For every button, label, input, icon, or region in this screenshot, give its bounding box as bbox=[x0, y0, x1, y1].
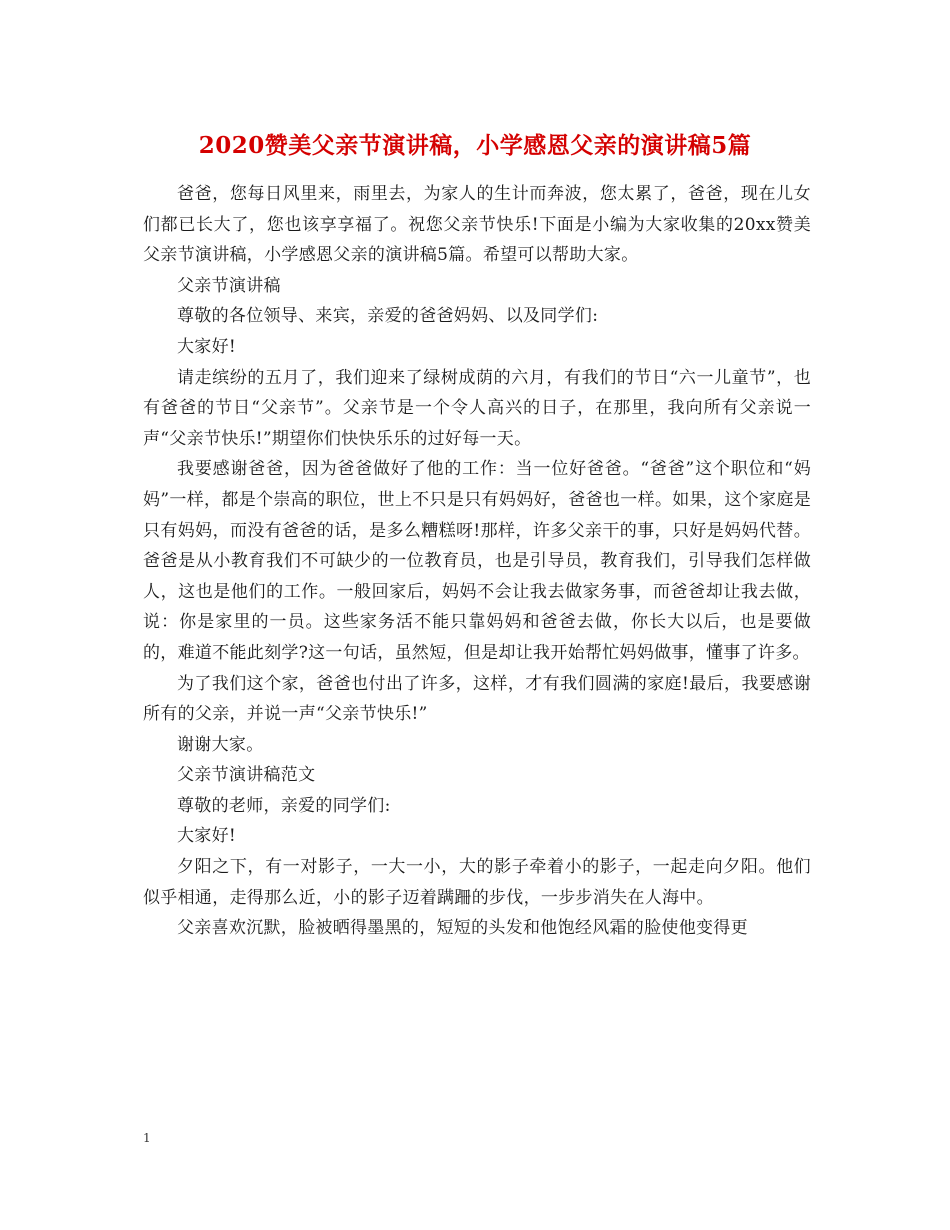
paragraph-greeting-1: 大家好! bbox=[177, 336, 237, 357]
paragraph-greeting-2: 大家好! bbox=[177, 826, 237, 847]
paragraph-closing-1: 谢谢大家。 bbox=[177, 734, 264, 755]
paragraph-intro: 爸爸，您每日风里来，雨里去，为家人的生计而奔波，您太累了，爸爸，现在儿女们都已长大了，您也该享享福了。祝您父亲节快乐!下面是小编为大家收集的20xx赞美父亲节演讲稿，小学感恩父亲的演讲稿5篇。希望可以帮助大家。 bbox=[143, 184, 811, 266]
document-title: 2020赞美父亲节演讲稿，小学感恩父亲的演讲稿5篇 bbox=[198, 132, 752, 159]
paragraph: 请走缤纷的五月了，我们迎来了绿树成荫的六月，有我们的节日“六一儿童节”，也有爸爸的节日“父亲节”。父亲节是一个令人高兴的日子，在那里，我向所有父亲说一声“父亲节快乐!”期望你们快快乐乐的过好每一天。 bbox=[143, 367, 811, 449]
paragraph: 我要感谢爸爸，因为爸爸做好了他的工作：当一位好爸爸。“爸爸”这个职位和“妈妈”一样，都是个崇高的职位，世上不只是只有妈妈好，爸爸也一样。如果，这个家庭是只有妈妈，而没有爸爸的话，是多么糟糕呀!那样，许多父亲干的事，只好是妈妈代替。爸爸是从小教育我们不可缺少的一位教育员，也是引导员，教育我们，引导我们怎样做人，这也是他们的工作。一般回家后，妈妈不会让我去做家务事，而爸爸却让我去做，说：你是家里的一员。这些家务活不能只靠妈妈和爸爸去做，你长大以后，也是要做的，难道不能此刻学?这一句话，虽然短，但是却让我开始帮忙妈妈做事，懂事了许多。 bbox=[143, 459, 811, 663]
paragraph-salutation-1: 尊敬的各位领导、来宾，亲爱的爸爸妈妈、以及同学们: bbox=[177, 306, 599, 327]
paragraph-salutation-2: 尊敬的老师，亲爱的同学们: bbox=[177, 795, 391, 816]
section-heading-1: 父亲节演讲稿 bbox=[177, 275, 281, 296]
paragraph: 父亲喜欢沉默，脸被晒得墨黑的，短短的头发和他饱经风霜的脸使他变得更 bbox=[177, 918, 748, 939]
document-body bbox=[143, 179, 811, 944]
section-heading-2: 父亲节演讲稿范文 bbox=[177, 765, 316, 786]
page-number: 1 bbox=[143, 1131, 151, 1145]
paragraph: 为了我们这个家，爸爸也付出了许多，这样，才有我们圆满的家庭!最后，我要感谢所有的父亲，并说一声“父亲节快乐!” bbox=[143, 673, 811, 725]
paragraph: 夕阳之下，有一对影子，一大一小，大的影子牵着小的影子，一起走向夕阳。他们似乎相通，走得那么近，小的影子迈着蹒跚的步伐，一步步消失在人海中。 bbox=[143, 857, 811, 908]
